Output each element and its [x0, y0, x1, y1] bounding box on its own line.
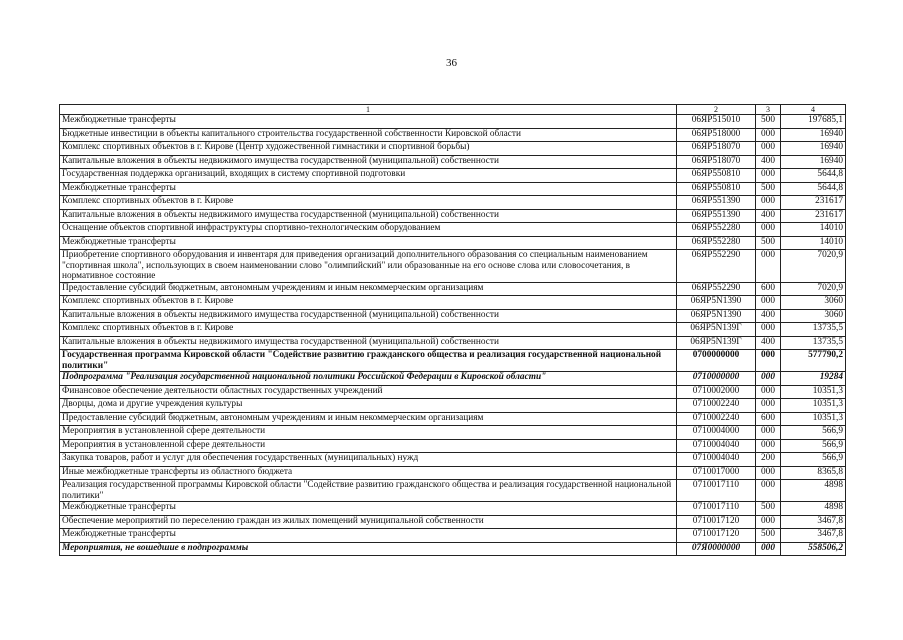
row-sum-cell: 3060	[781, 309, 846, 323]
table-row	[60, 128, 846, 142]
table-row	[60, 412, 846, 426]
table-row	[60, 439, 846, 453]
row-sum-cell: 16940	[781, 155, 846, 169]
row-sum-cell: 231617	[781, 196, 846, 210]
row-vr-cell: 000	[756, 542, 781, 556]
row-code-cell: 0710017110	[677, 502, 756, 516]
table-row	[60, 155, 846, 169]
row-sum-cell: 3060	[781, 296, 846, 310]
row-vr-cell: 000	[756, 439, 781, 453]
row-sum-cell: 5644,8	[781, 182, 846, 196]
table-row	[60, 142, 846, 156]
row-sum-cell: 14010	[781, 223, 846, 237]
row-name-cell: Капитальные вложения в объекты недвижимого имущества государственной (муниципальной) собственности	[60, 336, 677, 350]
row-sum-cell: 231617	[781, 209, 846, 223]
row-name-cell: Комплекс спортивных объектов в г. Кирове (Центр художественной гимнастики и спортивной борьбы)	[60, 142, 677, 156]
row-name-cell: Государственная программа Кировской области "Содействие развитию гражданского общества и реализация государственной национальной политики"	[60, 350, 677, 372]
row-code-cell: 0710004000	[677, 426, 756, 440]
row-code-cell: 0710017120	[677, 515, 756, 529]
table-row	[60, 372, 846, 386]
row-vr-cell: 600	[756, 412, 781, 426]
row-vr-cell: 000	[756, 480, 781, 502]
row-name-cell: Финансовое обеспечение деятельности областных государственных учреждений	[60, 385, 677, 399]
row-name-cell: Дворцы, дома и другие учреждения культуры	[60, 399, 677, 413]
row-sum-cell: 3467,8	[781, 529, 846, 543]
row-name-cell: Мероприятия, не вошедшие в подпрограммы	[60, 542, 677, 556]
row-code-cell: 0710004040	[677, 453, 756, 467]
row-name-cell: Комплекс спортивных объектов в г. Кирове	[60, 296, 677, 310]
header-col-name: 1	[60, 105, 677, 115]
row-sum-cell: 197685,1	[781, 115, 846, 129]
row-name-cell: Предоставление субсидий бюджетным, автономным учреждениям и иным некоммерческим организациям	[60, 282, 677, 296]
table-row	[60, 196, 846, 210]
row-vr-cell: 000	[756, 296, 781, 310]
header-col-code: 2	[677, 105, 756, 115]
row-sum-cell: 4898	[781, 502, 846, 516]
row-code-cell: 0710017110	[677, 480, 756, 502]
row-code-cell: 06ЯР550810	[677, 182, 756, 196]
row-name-cell: Капитальные вложения в объекты недвижимого имущества государственной (муниципальной) собственности	[60, 155, 677, 169]
row-code-cell: 06ЯР5N1390	[677, 309, 756, 323]
row-vr-cell: 200	[756, 453, 781, 467]
table-row	[60, 250, 846, 283]
page-number: 36	[446, 57, 457, 69]
table-row	[60, 236, 846, 250]
row-code-cell: 06ЯР551390	[677, 196, 756, 210]
row-sum-cell: 4898	[781, 480, 846, 502]
row-sum-cell: 7020,9	[781, 250, 846, 283]
row-sum-cell: 13735,5	[781, 336, 846, 350]
row-vr-cell: 600	[756, 282, 781, 296]
row-vr-cell: 000	[756, 372, 781, 386]
row-name-cell: Межбюджетные трансферты	[60, 502, 677, 516]
row-sum-cell: 13735,5	[781, 323, 846, 337]
row-code-cell: 0700000000	[677, 350, 756, 372]
row-code-cell: 06ЯР552290	[677, 282, 756, 296]
row-sum-cell: 16940	[781, 142, 846, 156]
row-name-cell: Межбюджетные трансферты	[60, 115, 677, 129]
row-code-cell: 06ЯР552280	[677, 236, 756, 250]
header-col-sum: 4	[781, 105, 846, 115]
row-sum-cell: 566,9	[781, 426, 846, 440]
row-vr-cell: 000	[756, 196, 781, 210]
row-code-cell: 06ЯР518000	[677, 128, 756, 142]
row-name-cell: Иные межбюджетные трансферты из областного бюджета	[60, 466, 677, 480]
row-vr-cell: 000	[756, 385, 781, 399]
table-row	[60, 466, 846, 480]
row-code-cell: 06ЯР5N139Г	[677, 323, 756, 337]
table-row	[60, 480, 846, 502]
row-sum-cell: 5644,8	[781, 169, 846, 183]
row-name-cell: Реализация государственной программы Кировской области "Содействие развитию гражданского общества и реализация государственной национальной политики"	[60, 480, 677, 502]
row-name-cell: Бюджетные инвестиции в объекты капитального строительства государственной собственности Кировской области	[60, 128, 677, 142]
row-name-cell: Комплекс спортивных объектов в г. Кирове	[60, 323, 677, 337]
row-name-cell: Межбюджетные трансферты	[60, 236, 677, 250]
row-code-cell: 06ЯР518070	[677, 155, 756, 169]
row-code-cell: 06ЯР550810	[677, 169, 756, 183]
row-vr-cell: 400	[756, 209, 781, 223]
row-sum-cell: 566,9	[781, 453, 846, 467]
row-code-cell: 0710004040	[677, 439, 756, 453]
row-name-cell: Мероприятия в установленной сфере деятельности	[60, 426, 677, 440]
row-vr-cell: 500	[756, 182, 781, 196]
row-vr-cell: 000	[756, 515, 781, 529]
row-sum-cell: 558506,2	[781, 542, 846, 556]
row-name-cell: Подпрограмма "Реализация государственной национальной политики Российской Федерации в Кировской области"	[60, 372, 677, 386]
row-code-cell: 0710002000	[677, 385, 756, 399]
row-vr-cell: 000	[756, 350, 781, 372]
row-sum-cell: 8365,8	[781, 466, 846, 480]
table-row	[60, 296, 846, 310]
row-vr-cell: 000	[756, 128, 781, 142]
row-vr-cell: 000	[756, 169, 781, 183]
table-row	[60, 515, 846, 529]
row-sum-cell: 566,9	[781, 439, 846, 453]
table-row	[60, 399, 846, 413]
row-code-cell: 0710017120	[677, 529, 756, 543]
row-name-cell: Мероприятия в установленной сфере деятельности	[60, 439, 677, 453]
row-code-cell: 0710017000	[677, 466, 756, 480]
budget-table	[59, 104, 846, 556]
budget-table-body	[60, 105, 846, 556]
table-row	[60, 182, 846, 196]
table-row	[60, 453, 846, 467]
row-vr-cell: 000	[756, 323, 781, 337]
table-row	[60, 426, 846, 440]
row-vr-cell: 500	[756, 502, 781, 516]
header-col-vr: 3	[756, 105, 781, 115]
row-sum-cell: 577790,2	[781, 350, 846, 372]
row-vr-cell: 000	[756, 250, 781, 283]
row-name-cell: Закупка товаров, работ и услуг для обеспечения государственных (муниципальных) нужд	[60, 453, 677, 467]
table-row	[60, 385, 846, 399]
table-row	[60, 502, 846, 516]
row-vr-cell: 400	[756, 309, 781, 323]
table-row	[60, 169, 846, 183]
table-row	[60, 309, 846, 323]
row-name-cell: Оснащение объектов спортивной инфраструктуры спортивно-технологическим оборудованием	[60, 223, 677, 237]
row-vr-cell: 400	[756, 336, 781, 350]
row-name-cell: Обеспечение мероприятий по переселению граждан из жилых помещений муниципальной собственности	[60, 515, 677, 529]
row-code-cell: 06ЯР518070	[677, 142, 756, 156]
row-vr-cell: 000	[756, 466, 781, 480]
row-name-cell: Межбюджетные трансферты	[60, 529, 677, 543]
table-row	[60, 115, 846, 129]
row-vr-cell: 500	[756, 236, 781, 250]
row-vr-cell: 000	[756, 399, 781, 413]
row-name-cell: Межбюджетные трансферты	[60, 182, 677, 196]
row-name-cell: Комплекс спортивных объектов в г. Кирове	[60, 196, 677, 210]
row-vr-cell: 500	[756, 115, 781, 129]
table-row	[60, 350, 846, 372]
row-vr-cell: 000	[756, 142, 781, 156]
table-row	[60, 336, 846, 350]
row-sum-cell: 3467,8	[781, 515, 846, 529]
table-header-row	[60, 105, 846, 115]
table-row	[60, 323, 846, 337]
table-row	[60, 542, 846, 556]
table-row	[60, 223, 846, 237]
row-code-cell: 0710002240	[677, 399, 756, 413]
row-code-cell: 06ЯР552280	[677, 223, 756, 237]
row-name-cell: Государственная поддержка организаций, входящих в систему спортивной подготовки	[60, 169, 677, 183]
row-vr-cell: 500	[756, 529, 781, 543]
row-code-cell: 06ЯР551390	[677, 209, 756, 223]
row-sum-cell: 16940	[781, 128, 846, 142]
row-code-cell: 0710002240	[677, 412, 756, 426]
row-vr-cell: 000	[756, 426, 781, 440]
row-sum-cell: 10351,3	[781, 385, 846, 399]
row-sum-cell: 19284	[781, 372, 846, 386]
row-code-cell: 06ЯР5N1390	[677, 296, 756, 310]
table-row	[60, 529, 846, 543]
row-code-cell: 07Я0000000	[677, 542, 756, 556]
row-name-cell: Предоставление субсидий бюджетным, автономным учреждениям и иным некоммерческим организациям	[60, 412, 677, 426]
row-code-cell: 06ЯР5N139Г	[677, 336, 756, 350]
row-name-cell: Капитальные вложения в объекты недвижимого имущества государственной (муниципальной) собственности	[60, 309, 677, 323]
row-vr-cell: 000	[756, 223, 781, 237]
row-sum-cell: 14010	[781, 236, 846, 250]
table-row	[60, 282, 846, 296]
row-vr-cell: 400	[756, 155, 781, 169]
row-sum-cell: 10351,3	[781, 412, 846, 426]
row-code-cell: 0710000000	[677, 372, 756, 386]
row-name-cell: Капитальные вложения в объекты недвижимого имущества государственной (муниципальной) собственности	[60, 209, 677, 223]
row-code-cell: 06ЯР515010	[677, 115, 756, 129]
table-row	[60, 209, 846, 223]
row-code-cell: 06ЯР552290	[677, 250, 756, 283]
row-name-cell: Приобретение спортивного оборудования и инвентаря для приведения организаций дополнительного образования со специальным наименованием "спортивная школа", использующих в своем наименовании слово "олимпийский" или образованные на его основе слова или словосочетания, в нормативное состояние	[60, 250, 677, 283]
row-sum-cell: 7020,9	[781, 282, 846, 296]
row-sum-cell: 10351,3	[781, 399, 846, 413]
